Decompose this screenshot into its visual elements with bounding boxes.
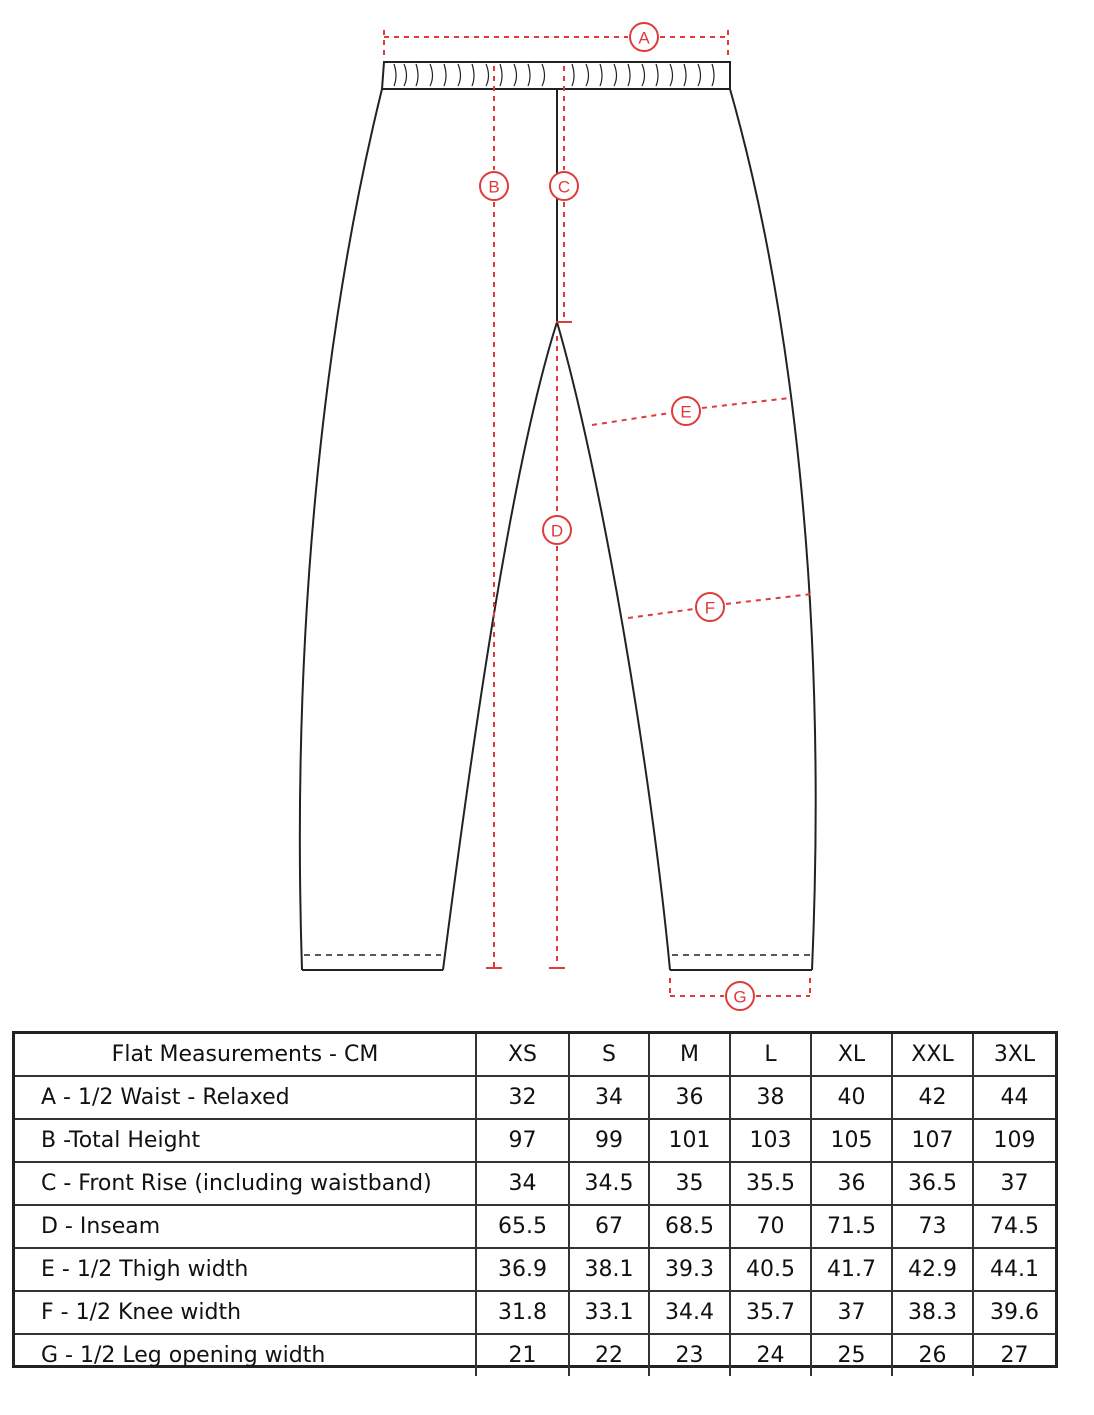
cell-value: 33.1: [569, 1291, 649, 1334]
size-header: S: [569, 1034, 649, 1076]
row-label: G - 1/2 Leg opening width: [15, 1334, 476, 1376]
cell-value: 71.5: [811, 1205, 892, 1248]
cell-value: 40.5: [730, 1248, 811, 1291]
cell-value: 35.5: [730, 1162, 811, 1205]
cell-value: 34.5: [569, 1162, 649, 1205]
cell-value: 101: [649, 1119, 730, 1162]
cell-value: 27: [973, 1334, 1055, 1376]
cell-value: 26: [892, 1334, 973, 1376]
cell-value: 68.5: [649, 1205, 730, 1248]
cell-value: 44.1: [973, 1248, 1055, 1291]
measurement-labels: [480, 23, 754, 1010]
size-header: M: [649, 1034, 730, 1076]
table-row: [15, 1334, 1055, 1376]
cell-value: 42: [892, 1076, 973, 1119]
table-row: [15, 1162, 1055, 1205]
cell-value: 36.5: [892, 1162, 973, 1205]
cell-value: 37: [973, 1162, 1055, 1205]
size-chart-table: [15, 1034, 1055, 1376]
cell-value: 40: [811, 1076, 892, 1119]
cell-value: 34: [569, 1076, 649, 1119]
cell-value: 32: [476, 1076, 569, 1119]
cell-value: 37: [811, 1291, 892, 1334]
cell-value: 35: [649, 1162, 730, 1205]
cell-value: 65.5: [476, 1205, 569, 1248]
cell-value: 44: [973, 1076, 1055, 1119]
row-label: E - 1/2 Thigh width: [15, 1248, 476, 1291]
left-leg-inner-seam: [443, 322, 557, 970]
table-row: [15, 1291, 1055, 1334]
label-e: E: [680, 402, 692, 422]
size-chart-header-row: [15, 1034, 1055, 1076]
cell-value: 38.3: [892, 1291, 973, 1334]
size-header: XXL: [892, 1034, 973, 1076]
cell-value: 42.9: [892, 1248, 973, 1291]
right-leg-outer-seam: [730, 89, 816, 970]
cell-value: 35.7: [730, 1291, 811, 1334]
row-label: F - 1/2 Knee width: [15, 1291, 476, 1334]
row-label: C - Front Rise (including waistband): [15, 1162, 476, 1205]
cell-value: 36.9: [476, 1248, 569, 1291]
label-f: F: [704, 598, 716, 618]
size-header: 3XL: [973, 1034, 1055, 1076]
label-b: B: [488, 177, 500, 197]
cell-value: 39.3: [649, 1248, 730, 1291]
cell-value: 31.8: [476, 1291, 569, 1334]
cell-value: 103: [730, 1119, 811, 1162]
cell-value: 41.7: [811, 1248, 892, 1291]
table-row: [15, 1248, 1055, 1291]
table-row: [15, 1205, 1055, 1248]
cell-value: 22: [569, 1334, 649, 1376]
cell-value: 38.1: [569, 1248, 649, 1291]
label-a: A: [638, 28, 650, 48]
cell-value: 36: [649, 1076, 730, 1119]
cell-value: 39.6: [973, 1291, 1055, 1334]
cell-value: 109: [973, 1119, 1055, 1162]
row-label: A - 1/2 Waist - Relaxed: [15, 1076, 476, 1119]
row-label: B -Total Height: [15, 1119, 476, 1162]
cell-value: 73: [892, 1205, 973, 1248]
label-g: G: [733, 987, 747, 1007]
measurement-ticks: [486, 322, 572, 968]
cell-value: 70: [730, 1205, 811, 1248]
row-label: D - Inseam: [15, 1205, 476, 1248]
size-header: L: [730, 1034, 811, 1076]
cell-value: 24: [730, 1334, 811, 1376]
label-d: D: [550, 521, 564, 541]
cell-value: 34.4: [649, 1291, 730, 1334]
cell-value: 21: [476, 1334, 569, 1376]
cell-value: 105: [811, 1119, 892, 1162]
cell-value: 97: [476, 1119, 569, 1162]
measurement-guides: [384, 30, 812, 996]
cell-value: 99: [569, 1119, 649, 1162]
cell-value: 38: [730, 1076, 811, 1119]
header-label: Flat Measurements - CM: [15, 1034, 476, 1076]
cell-value: 36: [811, 1162, 892, 1205]
size-header: XS: [476, 1034, 569, 1076]
cell-value: 107: [892, 1119, 973, 1162]
label-c: C: [557, 177, 571, 197]
cell-value: 67: [569, 1205, 649, 1248]
right-leg-inner-seam: [557, 322, 670, 970]
waistband-band: [382, 62, 730, 89]
cell-value: 25: [811, 1334, 892, 1376]
cell-value: 74.5: [973, 1205, 1055, 1248]
table-row: [15, 1119, 1055, 1162]
left-leg-outer-seam: [300, 89, 382, 970]
waistband-gathers: [394, 64, 714, 86]
size-chart: [12, 1031, 1058, 1368]
cell-value: 34: [476, 1162, 569, 1205]
cell-value: 23: [649, 1334, 730, 1376]
size-header: XL: [811, 1034, 892, 1076]
table-row: [15, 1076, 1055, 1119]
